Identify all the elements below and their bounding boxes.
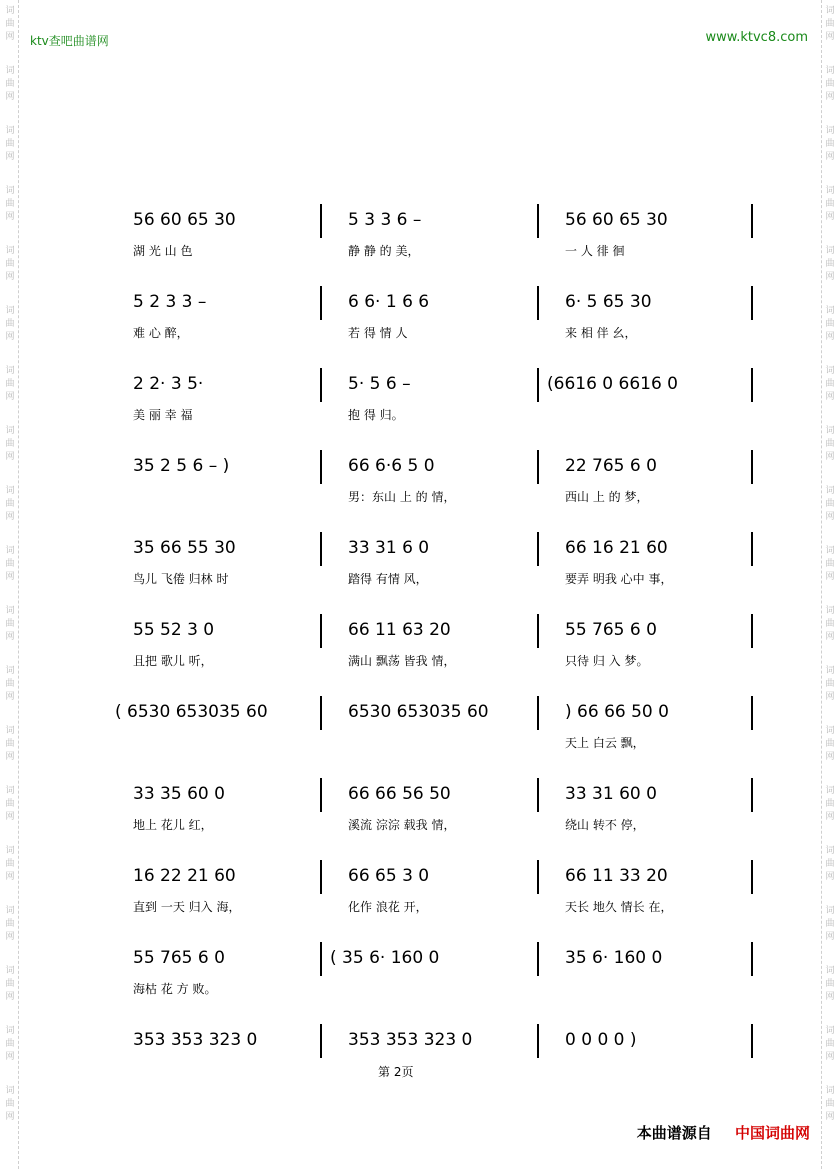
bar-line — [537, 286, 539, 320]
watermark-char: 词 — [825, 6, 835, 16]
watermark-char: 曲 — [825, 859, 835, 869]
measure-notes: 56 60 65 30 — [133, 210, 236, 230]
measure-notes: 35 2 5 6 – ) — [133, 456, 230, 476]
watermark-char: 网 — [5, 92, 15, 102]
watermark-char: 网 — [5, 692, 15, 702]
measure-lyric: 直到 一天 归入 海， — [133, 900, 241, 914]
bar-line — [320, 204, 322, 238]
watermark-char: 网 — [5, 932, 15, 942]
watermark-char: 词 — [5, 426, 15, 436]
bar-line — [751, 778, 753, 812]
measure-notes: 5 3 3 6 – — [348, 210, 422, 230]
watermark-char: 曲 — [5, 619, 15, 629]
watermark-char: 网 — [825, 152, 835, 162]
watermark-char: 网 — [5, 152, 15, 162]
watermark-char: 曲 — [5, 739, 15, 749]
watermark-char: 词 — [5, 846, 15, 856]
measure-notes: 6· 5 65 30 — [565, 292, 652, 312]
watermark-char: 网 — [825, 92, 835, 102]
measure-lyric: 鸟儿 飞倦 归林 时 — [133, 572, 229, 586]
watermark-char: 词 — [5, 486, 15, 496]
bar-line — [537, 614, 539, 648]
measure-notes: 5 2 3 3 – — [133, 292, 207, 312]
watermark-char: 词 — [825, 546, 835, 556]
measure-notes: 2 2· 3 5· — [133, 374, 204, 394]
bar-line — [320, 1024, 322, 1058]
watermark-char: 网 — [5, 572, 15, 582]
watermark-char: 词 — [825, 666, 835, 676]
watermark-char: 曲 — [825, 199, 835, 209]
watermark-char: 词 — [825, 786, 835, 796]
bar-line — [751, 532, 753, 566]
watermark-char: 曲 — [5, 319, 15, 329]
watermark-char: 曲 — [5, 139, 15, 149]
measure-notes: ) 66 66 50 0 — [565, 702, 669, 722]
bar-line — [537, 942, 539, 976]
watermark-char: 曲 — [5, 859, 15, 869]
watermark-char: 曲 — [825, 499, 835, 509]
bar-line — [537, 532, 539, 566]
watermark-char: 词 — [5, 786, 15, 796]
bar-line — [537, 204, 539, 238]
measure-lyric: 化作 浪花 开， — [348, 900, 428, 914]
watermark-char: 网 — [5, 752, 15, 762]
measure-notes: 353 353 323 0 — [133, 1030, 258, 1050]
measure-notes: 66 16 21 60 — [565, 538, 668, 558]
watermark-char: 网 — [825, 272, 835, 282]
watermark-char: 词 — [825, 426, 835, 436]
watermark-char: 词 — [825, 726, 835, 736]
measure-notes: 6 6· 1 6 6 — [348, 292, 430, 312]
measure-notes: 35 6· 160 0 — [565, 948, 663, 968]
watermark-char: 词 — [5, 606, 15, 616]
watermark-char: 曲 — [825, 979, 835, 989]
measure-notes: 66 11 33 20 — [565, 866, 668, 886]
watermark-char: 词 — [5, 186, 15, 196]
source-credit — [637, 1122, 810, 1143]
measure-notes: 35 66 55 30 — [133, 538, 236, 558]
bar-line — [320, 286, 322, 320]
watermark-char: 曲 — [5, 379, 15, 389]
measure-notes: 0 0 0 0 ) — [565, 1030, 637, 1050]
measure-lyric: 抱 得 归。 — [348, 408, 404, 422]
watermark-char: 网 — [5, 272, 15, 282]
watermark-char: 词 — [825, 306, 835, 316]
watermark-char: 网 — [5, 1052, 15, 1062]
watermark-char: 曲 — [825, 559, 835, 569]
watermark-char: 曲 — [825, 619, 835, 629]
bar-line — [320, 450, 322, 484]
watermark-char: 词 — [825, 66, 835, 76]
measure-notes: 33 35 60 0 — [133, 784, 225, 804]
bar-line — [751, 1024, 753, 1058]
measure-notes: (6616 0 6616 0 — [547, 374, 679, 394]
watermark-char: 词 — [5, 906, 15, 916]
watermark-char: 网 — [5, 512, 15, 522]
watermark-char: 网 — [5, 1112, 15, 1122]
measure-lyric: 绕山 转不 停， — [565, 818, 645, 832]
watermark-char: 网 — [5, 872, 15, 882]
watermark-char: 网 — [825, 932, 835, 942]
watermark-char: 网 — [5, 392, 15, 402]
watermark-char: 曲 — [5, 79, 15, 89]
bar-line — [751, 286, 753, 320]
bar-line — [320, 778, 322, 812]
watermark-char: 网 — [825, 1052, 835, 1062]
watermark-char: 词 — [825, 966, 835, 976]
watermark-char: 词 — [5, 126, 15, 136]
measure-notes: 55 765 6 0 — [133, 948, 225, 968]
measure-notes: ( 6530 653035 60 — [115, 702, 268, 722]
watermark-char: 词 — [5, 246, 15, 256]
watermark-char: 词 — [5, 726, 15, 736]
bar-line — [751, 942, 753, 976]
watermark-char: 词 — [5, 366, 15, 376]
watermark-char: 曲 — [5, 439, 15, 449]
left-watermark-strip — [4, 0, 19, 1169]
watermark-char: 网 — [825, 692, 835, 702]
watermark-char: 网 — [5, 992, 15, 1002]
watermark-char: 词 — [825, 846, 835, 856]
measure-lyric: 西山 上 的 梦， — [565, 490, 649, 504]
watermark-char: 网 — [5, 812, 15, 822]
watermark-char: 词 — [825, 606, 835, 616]
watermark-char: 网 — [825, 572, 835, 582]
watermark-char: 曲 — [825, 799, 835, 809]
watermark-char: 曲 — [5, 679, 15, 689]
source-site[interactable]: 中国词曲网 — [734, 1124, 810, 1142]
bar-line — [320, 532, 322, 566]
watermark-char: 词 — [5, 966, 15, 976]
measure-lyric: 溪流 淙淙 载我 情， — [348, 818, 456, 832]
watermark-char: 曲 — [825, 1039, 835, 1049]
watermark-char: 词 — [825, 186, 835, 196]
watermark-char: 词 — [5, 666, 15, 676]
watermark-char: 网 — [825, 872, 835, 882]
measure-lyric: 天长 地久 情长 在， — [565, 900, 673, 914]
page-number: 第 2页 — [378, 1065, 414, 1079]
watermark-char: 曲 — [5, 799, 15, 809]
watermark-char: 网 — [5, 452, 15, 462]
measure-lyric: 只待 归 入 梦。 — [565, 654, 649, 668]
watermark-char: 网 — [5, 632, 15, 642]
bar-line — [537, 368, 539, 402]
measure-lyric: 男：东山 上 的 情， — [348, 490, 456, 504]
watermark-char: 曲 — [825, 919, 835, 929]
watermark-char: 词 — [825, 126, 835, 136]
measure-notes: 66 65 3 0 — [348, 866, 430, 886]
watermark-char: 曲 — [5, 979, 15, 989]
bar-line — [537, 696, 539, 730]
measure-lyric: 美 丽 幸 福 — [133, 408, 193, 422]
bar-line — [751, 614, 753, 648]
watermark-char: 曲 — [825, 319, 835, 329]
watermark-char: 网 — [825, 332, 835, 342]
measure-lyric: 静 静 的 美， — [348, 244, 420, 258]
site-name-header: ktv查吧曲谱网 — [30, 34, 109, 48]
measure-notes: ( 35 6· 160 0 — [330, 948, 440, 968]
watermark-char: 词 — [5, 306, 15, 316]
measure-notes: 5· 5 6 – — [348, 374, 411, 394]
bar-line — [751, 860, 753, 894]
measure-notes: 66 6·6 5 0 — [348, 456, 435, 476]
watermark-char: 曲 — [5, 1099, 15, 1109]
watermark-char: 曲 — [5, 559, 15, 569]
watermark-char: 网 — [5, 332, 15, 342]
watermark-char: 词 — [825, 246, 835, 256]
watermark-char: 曲 — [5, 919, 15, 929]
site-url-header[interactable]: www.ktvc8.com — [705, 30, 808, 45]
measure-notes: 22 765 6 0 — [565, 456, 657, 476]
source-label: 本曲谱源自 — [636, 1124, 712, 1142]
bar-line — [537, 1024, 539, 1058]
measure-notes: 353 353 323 0 — [348, 1030, 473, 1050]
bar-line — [751, 450, 753, 484]
watermark-char: 曲 — [5, 499, 15, 509]
watermark-char: 网 — [825, 212, 835, 222]
right-watermark-strip — [821, 0, 836, 1169]
measure-lyric: 天上 白云 飘， — [565, 736, 645, 750]
measure-notes: 66 66 56 50 — [348, 784, 451, 804]
watermark-char: 词 — [5, 1086, 15, 1096]
watermark-char: 曲 — [5, 259, 15, 269]
measure-lyric: 地上 花儿 红， — [133, 818, 213, 832]
watermark-char: 网 — [825, 1112, 835, 1122]
watermark-char: 网 — [825, 512, 835, 522]
watermark-char: 网 — [825, 752, 835, 762]
watermark-char: 词 — [825, 366, 835, 376]
watermark-char: 网 — [5, 212, 15, 222]
watermark-char: 网 — [825, 32, 835, 42]
measure-lyric: 踏得 有情 风， — [348, 572, 428, 586]
bar-line — [320, 942, 322, 976]
measure-notes: 55 52 3 0 — [133, 620, 215, 640]
measure-lyric: 满山 飘荡 皆我 情， — [348, 654, 456, 668]
measure-notes: 56 60 65 30 — [565, 210, 668, 230]
measure-lyric: 且把 歌儿 听， — [133, 654, 213, 668]
measure-lyric: 湖 光 山 色 — [133, 244, 193, 258]
bar-line — [751, 204, 753, 238]
measure-notes: 16 22 21 60 — [133, 866, 236, 886]
watermark-char: 网 — [825, 452, 835, 462]
watermark-char: 曲 — [825, 19, 835, 29]
watermark-char: 词 — [5, 66, 15, 76]
bar-line — [320, 696, 322, 730]
measure-lyric: 来 相 伴 幺， — [565, 326, 637, 340]
bar-line — [320, 368, 322, 402]
bar-line — [537, 778, 539, 812]
bar-line — [537, 450, 539, 484]
measure-notes: 6530 653035 60 — [348, 702, 489, 722]
watermark-char: 词 — [5, 546, 15, 556]
measure-lyric: 海枯 花 方 败。 — [133, 982, 217, 996]
watermark-char: 曲 — [825, 439, 835, 449]
measure-lyric: 难 心 醉， — [133, 326, 189, 340]
measure-lyric: 要弄 明我 心中 事， — [565, 572, 673, 586]
watermark-char: 词 — [825, 1086, 835, 1096]
watermark-char: 词 — [825, 906, 835, 916]
watermark-char: 曲 — [825, 79, 835, 89]
watermark-char: 词 — [5, 1026, 15, 1036]
watermark-char: 曲 — [825, 259, 835, 269]
watermark-char: 曲 — [5, 19, 15, 29]
watermark-char: 网 — [825, 392, 835, 402]
measure-lyric: 一 人 徘 徊 — [565, 244, 625, 258]
watermark-char: 网 — [825, 992, 835, 1002]
watermark-char: 曲 — [825, 1099, 835, 1109]
measure-notes: 33 31 60 0 — [565, 784, 657, 804]
measure-notes: 33 31 6 0 — [348, 538, 430, 558]
measure-notes: 66 11 63 20 — [348, 620, 451, 640]
watermark-char: 网 — [5, 32, 15, 42]
measure-notes: 55 765 6 0 — [565, 620, 657, 640]
watermark-char: 曲 — [825, 679, 835, 689]
watermark-char: 曲 — [825, 139, 835, 149]
watermark-char: 曲 — [825, 739, 835, 749]
watermark-char: 词 — [825, 1026, 835, 1036]
bar-line — [751, 368, 753, 402]
measure-lyric: 若 得 情 人 — [348, 326, 408, 340]
bar-line — [751, 696, 753, 730]
watermark-char: 词 — [825, 486, 835, 496]
watermark-char: 曲 — [5, 1039, 15, 1049]
watermark-char: 词 — [5, 6, 15, 16]
watermark-char: 曲 — [825, 379, 835, 389]
bar-line — [537, 860, 539, 894]
bar-line — [320, 614, 322, 648]
bar-line — [320, 860, 322, 894]
watermark-char: 曲 — [5, 199, 15, 209]
watermark-char: 网 — [825, 812, 835, 822]
watermark-char: 网 — [825, 632, 835, 642]
